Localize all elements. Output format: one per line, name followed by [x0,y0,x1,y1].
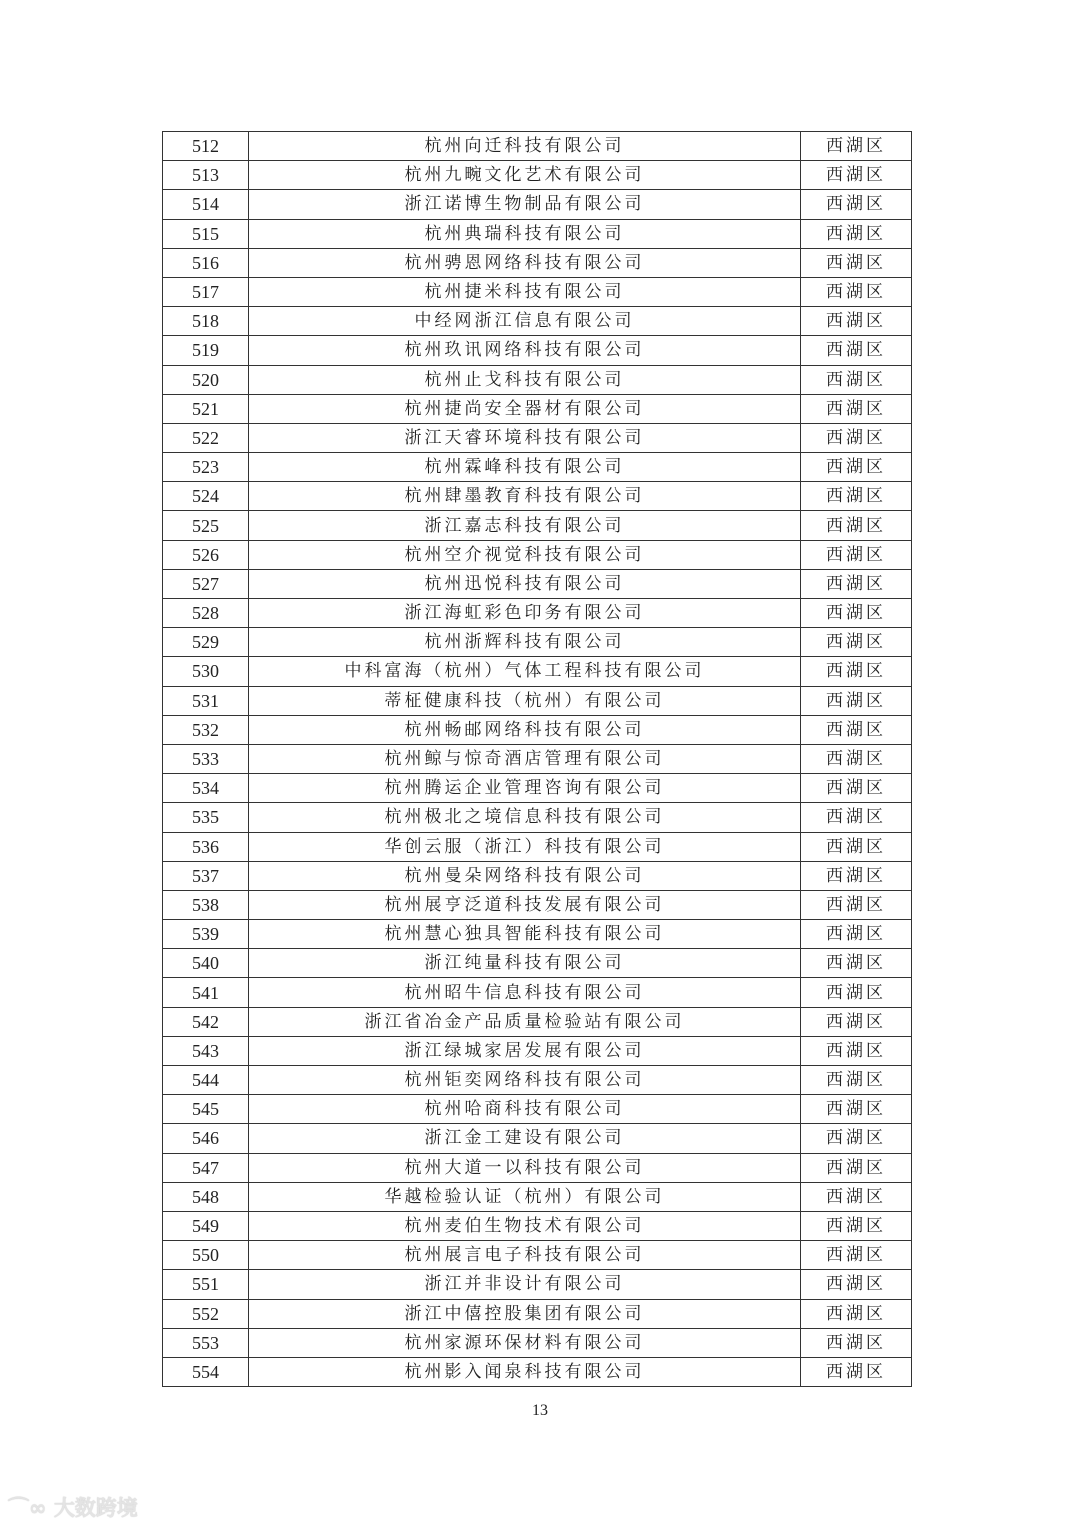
table-row [163,307,912,336]
company-name: 杭州腾运企业管理咨询有限公司 [249,774,801,803]
row-number: 513 [163,161,249,190]
table-row [163,978,912,1007]
district-cell: 西湖区 [801,365,912,394]
district-cell: 西湖区 [801,190,912,219]
table-row [163,832,912,861]
company-name: 杭州肆墨教育科技有限公司 [249,482,801,511]
row-number: 552 [163,1299,249,1328]
row-number: 551 [163,1270,249,1299]
district-cell: 西湖区 [801,686,912,715]
table-row [163,1066,912,1095]
row-number: 524 [163,482,249,511]
row-number: 540 [163,949,249,978]
company-name: 杭州畅邮网络科技有限公司 [249,715,801,744]
district-cell: 西湖区 [801,277,912,306]
row-number: 545 [163,1095,249,1124]
table-row [163,423,912,452]
company-name: 杭州玖讯网络科技有限公司 [249,336,801,365]
table-row [163,1270,912,1299]
row-number: 520 [163,365,249,394]
district-cell: 西湖区 [801,774,912,803]
row-number: 530 [163,657,249,686]
district-cell: 西湖区 [801,949,912,978]
district-cell: 西湖区 [801,861,912,890]
company-name: 浙江金工建设有限公司 [249,1124,801,1153]
company-name: 杭州麦伯生物技术有限公司 [249,1211,801,1240]
row-number: 523 [163,453,249,482]
row-number: 542 [163,1007,249,1036]
company-name: 杭州慧心独具智能科技有限公司 [249,920,801,949]
table-row [163,599,912,628]
company-table [162,131,912,1387]
table-row [163,715,912,744]
company-name: 浙江中僖控股集团有限公司 [249,1299,801,1328]
row-number: 527 [163,569,249,598]
district-cell: 西湖区 [801,1182,912,1211]
table-row [163,161,912,190]
row-number: 517 [163,277,249,306]
row-number: 522 [163,423,249,452]
row-number: 544 [163,1066,249,1095]
district-cell: 西湖区 [801,482,912,511]
table-row [163,744,912,773]
row-number: 529 [163,628,249,657]
company-name: 杭州捷米科技有限公司 [249,277,801,306]
company-name: 浙江省冶金产品质量检验站有限公司 [249,1007,801,1036]
company-name: 浙江天睿环境科技有限公司 [249,423,801,452]
district-cell: 西湖区 [801,920,912,949]
company-name: 中经网浙江信息有限公司 [249,307,801,336]
row-number: 514 [163,190,249,219]
table-row [163,1241,912,1270]
district-cell: 西湖区 [801,1095,912,1124]
company-name: 杭州极北之境信息科技有限公司 [249,803,801,832]
row-number: 528 [163,599,249,628]
table-row [163,657,912,686]
table-row [163,1299,912,1328]
table-row [163,219,912,248]
district-cell: 西湖区 [801,511,912,540]
district-cell: 西湖区 [801,1124,912,1153]
table-row [163,1153,912,1182]
table-row [163,1095,912,1124]
district-cell: 西湖区 [801,1328,912,1357]
company-name: 杭州大道一以科技有限公司 [249,1153,801,1182]
company-name: 杭州霖峰科技有限公司 [249,453,801,482]
district-cell: 西湖区 [801,569,912,598]
row-number: 553 [163,1328,249,1357]
district-cell: 西湖区 [801,161,912,190]
company-name: 浙江并非设计有限公司 [249,1270,801,1299]
district-cell: 西湖区 [801,1153,912,1182]
district-cell: 西湖区 [801,394,912,423]
row-number: 550 [163,1241,249,1270]
watermark-logo [8,1492,138,1522]
company-name: 蒂柾健康科技（杭州）有限公司 [249,686,801,715]
table-row [163,248,912,277]
table-row [163,277,912,306]
company-name: 杭州影入闻泉科技有限公司 [249,1357,801,1386]
table-row [163,394,912,423]
table-row [163,190,912,219]
district-cell: 西湖区 [801,219,912,248]
row-number: 518 [163,307,249,336]
table-row [163,920,912,949]
page-number: 13 [532,1402,548,1419]
district-cell: 西湖区 [801,978,912,1007]
company-name: 中科富海（杭州）气体工程科技有限公司 [249,657,801,686]
table-row [163,686,912,715]
row-number: 519 [163,336,249,365]
table-row [163,365,912,394]
table-row [163,1211,912,1240]
row-number: 548 [163,1182,249,1211]
company-name: 杭州空介视觉科技有限公司 [249,540,801,569]
company-name: 杭州迅悦科技有限公司 [249,569,801,598]
district-cell: 西湖区 [801,540,912,569]
company-name: 杭州展言电子科技有限公司 [249,1241,801,1270]
company-name: 浙江纯量科技有限公司 [249,949,801,978]
table-row [163,453,912,482]
row-number: 534 [163,774,249,803]
row-number: 525 [163,511,249,540]
district-cell: 西湖区 [801,599,912,628]
row-number: 516 [163,248,249,277]
district-cell: 西湖区 [801,1066,912,1095]
table-row [163,861,912,890]
table-row [163,1328,912,1357]
table-row [163,540,912,569]
company-name: 杭州钜奕网络科技有限公司 [249,1066,801,1095]
district-cell: 西湖区 [801,1241,912,1270]
table-row [163,482,912,511]
row-number: 533 [163,744,249,773]
district-cell: 西湖区 [801,336,912,365]
row-number: 537 [163,861,249,890]
company-name: 杭州典瑞科技有限公司 [249,219,801,248]
district-cell: 西湖区 [801,803,912,832]
row-number: 549 [163,1211,249,1240]
company-name: 杭州哈商科技有限公司 [249,1095,801,1124]
table-row [163,1036,912,1065]
table-row [163,803,912,832]
table-row [163,949,912,978]
row-number: 536 [163,832,249,861]
table-row [163,511,912,540]
table-row [163,890,912,919]
row-number: 547 [163,1153,249,1182]
table-row [163,1357,912,1386]
row-number: 535 [163,803,249,832]
row-number: 512 [163,132,249,161]
watermark-icon: ⌒∞ [8,1496,54,1520]
company-name: 杭州向迁科技有限公司 [249,132,801,161]
district-cell: 西湖区 [801,715,912,744]
district-cell: 西湖区 [801,423,912,452]
row-number: 531 [163,686,249,715]
company-name: 浙江海虹彩色印务有限公司 [249,599,801,628]
district-cell: 西湖区 [801,453,912,482]
company-name: 杭州浙辉科技有限公司 [249,628,801,657]
district-cell: 西湖区 [801,132,912,161]
table-row [163,774,912,803]
company-name: 杭州骋恩网络科技有限公司 [249,248,801,277]
watermark-text: 大数跨境 [53,1496,138,1520]
district-cell: 西湖区 [801,832,912,861]
row-number: 526 [163,540,249,569]
company-name: 杭州捷尚安全器材有限公司 [249,394,801,423]
row-number: 521 [163,394,249,423]
district-cell: 西湖区 [801,890,912,919]
row-number: 539 [163,920,249,949]
table-row [163,569,912,598]
company-name: 杭州鲸与惊奇酒店管理有限公司 [249,744,801,773]
company-name: 浙江绿城家居发展有限公司 [249,1036,801,1065]
district-cell: 西湖区 [801,628,912,657]
district-cell: 西湖区 [801,1007,912,1036]
company-name: 杭州九畹文化艺术有限公司 [249,161,801,190]
district-cell: 西湖区 [801,1270,912,1299]
company-name: 华创云服（浙江）科技有限公司 [249,832,801,861]
company-name: 浙江嘉志科技有限公司 [249,511,801,540]
company-name: 华越检验认证（杭州）有限公司 [249,1182,801,1211]
table-row [163,132,912,161]
company-name: 杭州家源环保材料有限公司 [249,1328,801,1357]
company-name: 杭州曼朵网络科技有限公司 [249,861,801,890]
row-number: 532 [163,715,249,744]
company-name: 杭州展亨泛道科技发展有限公司 [249,890,801,919]
row-number: 541 [163,978,249,1007]
table-row [163,628,912,657]
district-cell: 西湖区 [801,744,912,773]
district-cell: 西湖区 [801,1211,912,1240]
row-number: 538 [163,890,249,919]
district-cell: 西湖区 [801,1357,912,1386]
row-number: 554 [163,1357,249,1386]
district-cell: 西湖区 [801,1299,912,1328]
row-number: 543 [163,1036,249,1065]
table-row [163,1124,912,1153]
district-cell: 西湖区 [801,657,912,686]
district-cell: 西湖区 [801,307,912,336]
table-row [163,336,912,365]
company-name: 杭州止戈科技有限公司 [249,365,801,394]
company-name: 杭州昭牛信息科技有限公司 [249,978,801,1007]
row-number: 515 [163,219,249,248]
row-number: 546 [163,1124,249,1153]
table-row [163,1182,912,1211]
district-cell: 西湖区 [801,248,912,277]
district-cell: 西湖区 [801,1036,912,1065]
table-row [163,1007,912,1036]
company-name: 浙江诺博生物制品有限公司 [249,190,801,219]
